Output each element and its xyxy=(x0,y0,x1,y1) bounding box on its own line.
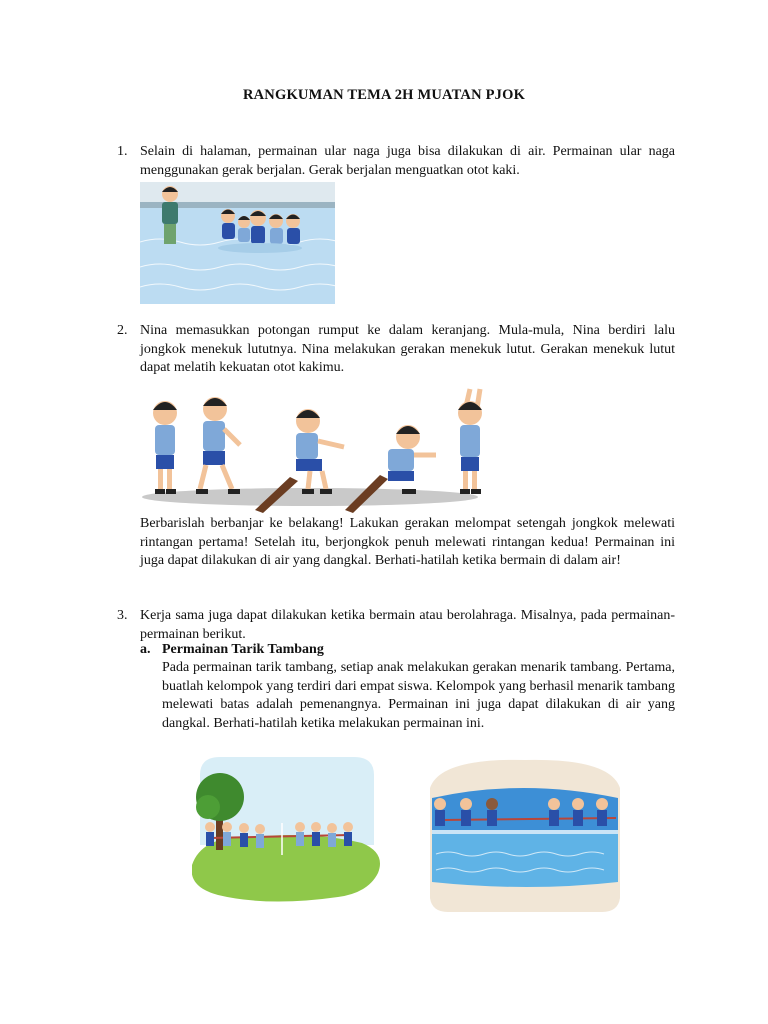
subsection-title: Permainan Tarik Tambang xyxy=(162,642,324,657)
tug-of-war-field-illustration xyxy=(192,755,382,905)
page-title: RANGKUMAN TEMA 2H MUATAN PJOK xyxy=(242,87,526,103)
subsection-heading xyxy=(140,642,324,658)
item-3-number: 3. xyxy=(117,608,128,623)
item-2-instructions: Berbarislah berbanjar ke belakang! Lakukan gerakan melompat setengah jongkok melewati rintangan pertama! Setelah itu, berjongkok penuh melewati rintangan kedua! Permainan ini juga dapat dilakukan di air yang dangkal. Berhati-hatilah ketika bermain di dalam air! xyxy=(140,516,675,568)
item-2-text: Nina memasukkan potongan rumput ke dalam keranjang. Mula-mula, Nina berdiri lalu jongkok menekuk lututnya. Nina melakukan gerakan menekuk lutut. Gerakan menekuk lutut dapat melatih kekuatan otot kakimu. xyxy=(140,323,675,375)
tug-of-war-pool-illustration xyxy=(420,758,630,913)
item-2-number: 2. xyxy=(117,323,128,338)
item-3-text: Kerja sama juga dapat dilakukan ketika bermain atau berolahraga. Misalnya, pada permainan-permainan berikut. xyxy=(140,608,675,642)
subsection-letter: a. xyxy=(140,642,151,657)
item-1-number: 1. xyxy=(117,144,128,159)
item-1-text: Selain di halaman, permainan ular naga juga bisa dilakukan di air. Permainan ular naga menggunakan gerak berjalan. Gerak berjalan menguatkan otot kaki. xyxy=(140,144,675,178)
subsection-text: Pada permainan tarik tambang, setiap anak melakukan gerakan menarik tambang. Pertama, buatlah kelompok yang terdiri dari empat siswa. Kelompok yang berhasil menarik tambang melewati batas adalah pemenangnya. Permainan ini juga dapat dilakukan di air yang dangkal. Berhati-hatilah ketika melakukan permainan ini. xyxy=(162,660,675,731)
water-snake-game-illustration xyxy=(140,182,335,304)
jumping-squat-sequence-illustration xyxy=(140,385,495,513)
